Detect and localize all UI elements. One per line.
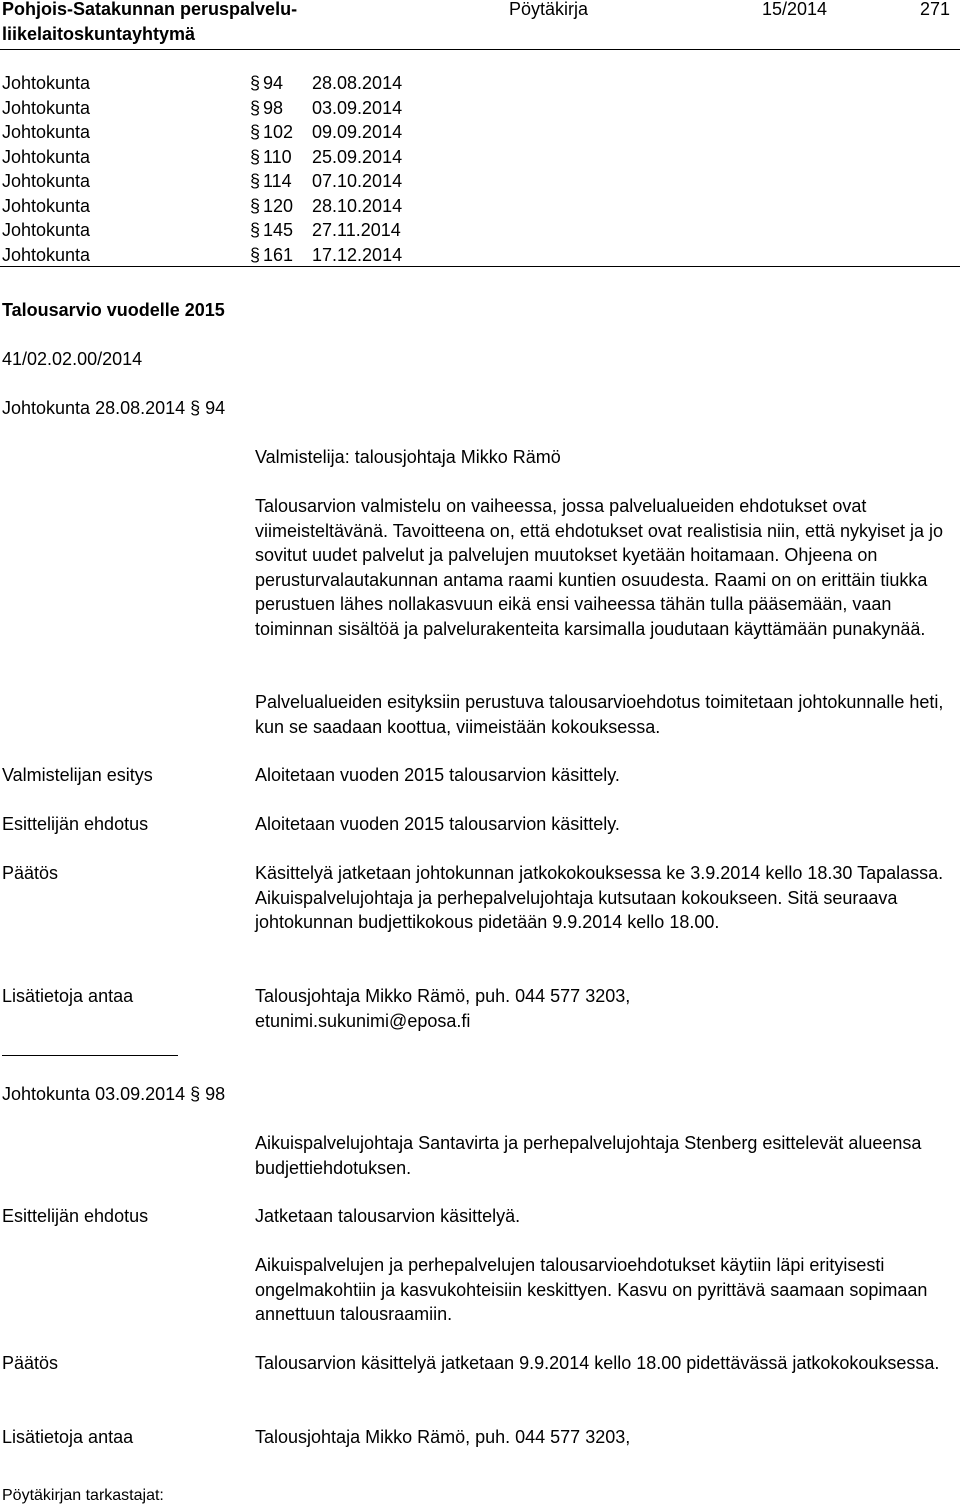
entry2-presenter-text: Jatketaan talousarvion käsittelyä. bbox=[255, 1206, 521, 1226]
page-number: 271 bbox=[920, 0, 951, 19]
meeting-body: Johtokunta bbox=[2, 171, 91, 191]
meeting-number: 94 bbox=[263, 73, 284, 93]
entry1-proposal-label: Valmistelijan esitys bbox=[2, 765, 153, 785]
meeting-number: 110 bbox=[263, 146, 292, 167]
entry1-presenter-label: Esittelijän ehdotus bbox=[2, 814, 149, 834]
issue-number: 15/2014 bbox=[762, 0, 828, 19]
entry2-decision-label: Päätös bbox=[2, 1353, 59, 1373]
entry1-info-label: Lisätietoja antaa bbox=[2, 986, 134, 1006]
organization-name-line2: liikelaitoskuntayhtymä bbox=[2, 23, 196, 44]
section-sign: § bbox=[249, 73, 260, 93]
meeting-number: 161 bbox=[263, 244, 294, 265]
organization-name bbox=[2, 0, 422, 46]
meeting-body: Johtokunta bbox=[2, 244, 91, 265]
section-sign: § bbox=[249, 195, 260, 216]
entry1-info-email: etunimi.sukunimi@eposa.fi bbox=[255, 1010, 471, 1031]
document-title: Talousarvio vuodelle 2015 bbox=[2, 300, 225, 320]
meeting-date: 27.11.2014 bbox=[312, 220, 401, 240]
entry1-decision-label: Päätös bbox=[2, 863, 59, 883]
meeting-body: Johtokunta bbox=[2, 146, 91, 167]
meeting-number: 145 bbox=[263, 220, 294, 240]
section-sign: § bbox=[249, 146, 260, 167]
meeting-number: 120 bbox=[263, 195, 294, 216]
meeting-body: Johtokunta bbox=[2, 97, 91, 118]
entry1-decision-text: Käsittelyä jatketaan johtokunnan jatkokokouksessa ke 3.9.2014 kello 18.30 Tapalassa. Aikuispalvelujohtaja ja perhepalvelujohtaja kutsutaan kokoukseen. Sitä seuraava johtokunnan budjettikokous pidetään 9.9.2014 kello 18.00. bbox=[255, 863, 944, 932]
entry1-proposal-text: Aloitetaan vuoden 2015 talousarvion käsittely. bbox=[255, 765, 620, 785]
meeting-body: Johtokunta bbox=[2, 195, 91, 216]
meeting-date: 03.09.2014 bbox=[312, 97, 403, 118]
record-number: 41/02.02.00/2014 bbox=[2, 349, 143, 369]
reviewers-label: Pöytäkirjan tarkastajat: bbox=[2, 1487, 164, 1504]
section-sign: § bbox=[249, 122, 260, 142]
entry1-info-contact: Talousjohtaja Mikko Rämö, puh. 044 577 3203, bbox=[255, 986, 631, 1006]
entry1-presenter-text: Aloitetaan vuoden 2015 talousarvion käsittely. bbox=[255, 814, 620, 834]
section-sign: § bbox=[249, 220, 260, 240]
meeting-list-divider bbox=[0, 266, 960, 267]
meeting-body: Johtokunta bbox=[2, 220, 91, 240]
meeting-number: 98 bbox=[263, 97, 284, 118]
meeting-date: 28.08.2014 bbox=[312, 73, 403, 93]
organization-name-line1: Pohjois-Satakunnan peruspalvelu- bbox=[2, 0, 298, 19]
entry2-decision-text: Talousarvion käsittelyä jatketaan 9.9.2014 kello 18.00 pidettävässä jatkokokouksessa. bbox=[255, 1353, 940, 1373]
meeting-date: 09.09.2014 bbox=[312, 122, 403, 142]
document-type: Pöytäkirja bbox=[509, 0, 589, 19]
section-sign: § bbox=[249, 97, 260, 118]
entry2-info-text: Talousjohtaja Mikko Rämö, puh. 044 577 3203, bbox=[255, 1427, 631, 1447]
meeting-body: Johtokunta bbox=[2, 122, 91, 142]
entry2-presenter-label: Esittelijän ehdotus bbox=[2, 1206, 149, 1226]
meeting-number: 114 bbox=[263, 171, 292, 191]
entry1-preparer: Valmistelija: talousjohtaja Mikko Rämö bbox=[255, 447, 561, 467]
entry2-info-label: Lisätietoja antaa bbox=[2, 1427, 134, 1447]
entry1-paragraph2: Palvelualueiden esityksiin perustuva talousarvioehdotus toimitetaan johtokunnalle heti, kun se saadaan koottua, viimeistään kokouksessa. bbox=[255, 692, 944, 737]
entry2-paragraph1: Aikuispalvelujohtaja Santavirta ja perhepalvelujohtaja Stenberg esittelevät alueensa budjettiehdotuksen. bbox=[255, 1133, 922, 1178]
entry2-paragraph2: Aikuispalvelujen ja perhepalvelujen talousarvioehdotukset käytiin läpi erityisesti ongelmakohtiin ja kasvukohteisiin keskittyen. Kasvu on pyrittävä saamaan sopimaan annettuun talousraamiin. bbox=[255, 1255, 928, 1324]
meeting-date: 28.10.2014 bbox=[312, 195, 403, 216]
meeting-number: 102 bbox=[263, 122, 294, 142]
meeting-date: 07.10.2014 bbox=[312, 171, 403, 191]
meeting-date: 25.09.2014 bbox=[312, 146, 403, 167]
entry2-heading: Johtokunta 03.09.2014 § 98 bbox=[2, 1084, 226, 1104]
meeting-body: Johtokunta bbox=[2, 73, 91, 93]
entry1-heading: Johtokunta 28.08.2014 § 94 bbox=[2, 398, 226, 418]
entry1-paragraph1: Talousarvion valmistelu on vaiheessa, jossa palvelualueiden ehdotukset ovat viimeisteltävänä. Tavoitteena on, että ehdotukset ovat realistisia niin, että nykyiset ja jo sovitut uudet palvelut ja palvelujen muutokset kyetään hoitamaan. Ohjeena on perusturvalautakunnan antama raami kuntien osuudesta. Raami on on erittäin tiukka perustuen lähes nollakasvuun eikä ensi vaiheessa tähän tulla pääsemään, vaan toiminnan sisältöä ja palvelurakenteita karsimalla joudutaan käyttämään punakynää. bbox=[255, 496, 944, 639]
entry1-info-text bbox=[255, 984, 955, 1033]
section-sign: § bbox=[249, 244, 260, 265]
meeting-date: 17.12.2014 bbox=[312, 244, 403, 265]
header-divider bbox=[0, 49, 960, 50]
section-sign: § bbox=[249, 171, 260, 191]
entry-separator-line bbox=[2, 1055, 178, 1056]
